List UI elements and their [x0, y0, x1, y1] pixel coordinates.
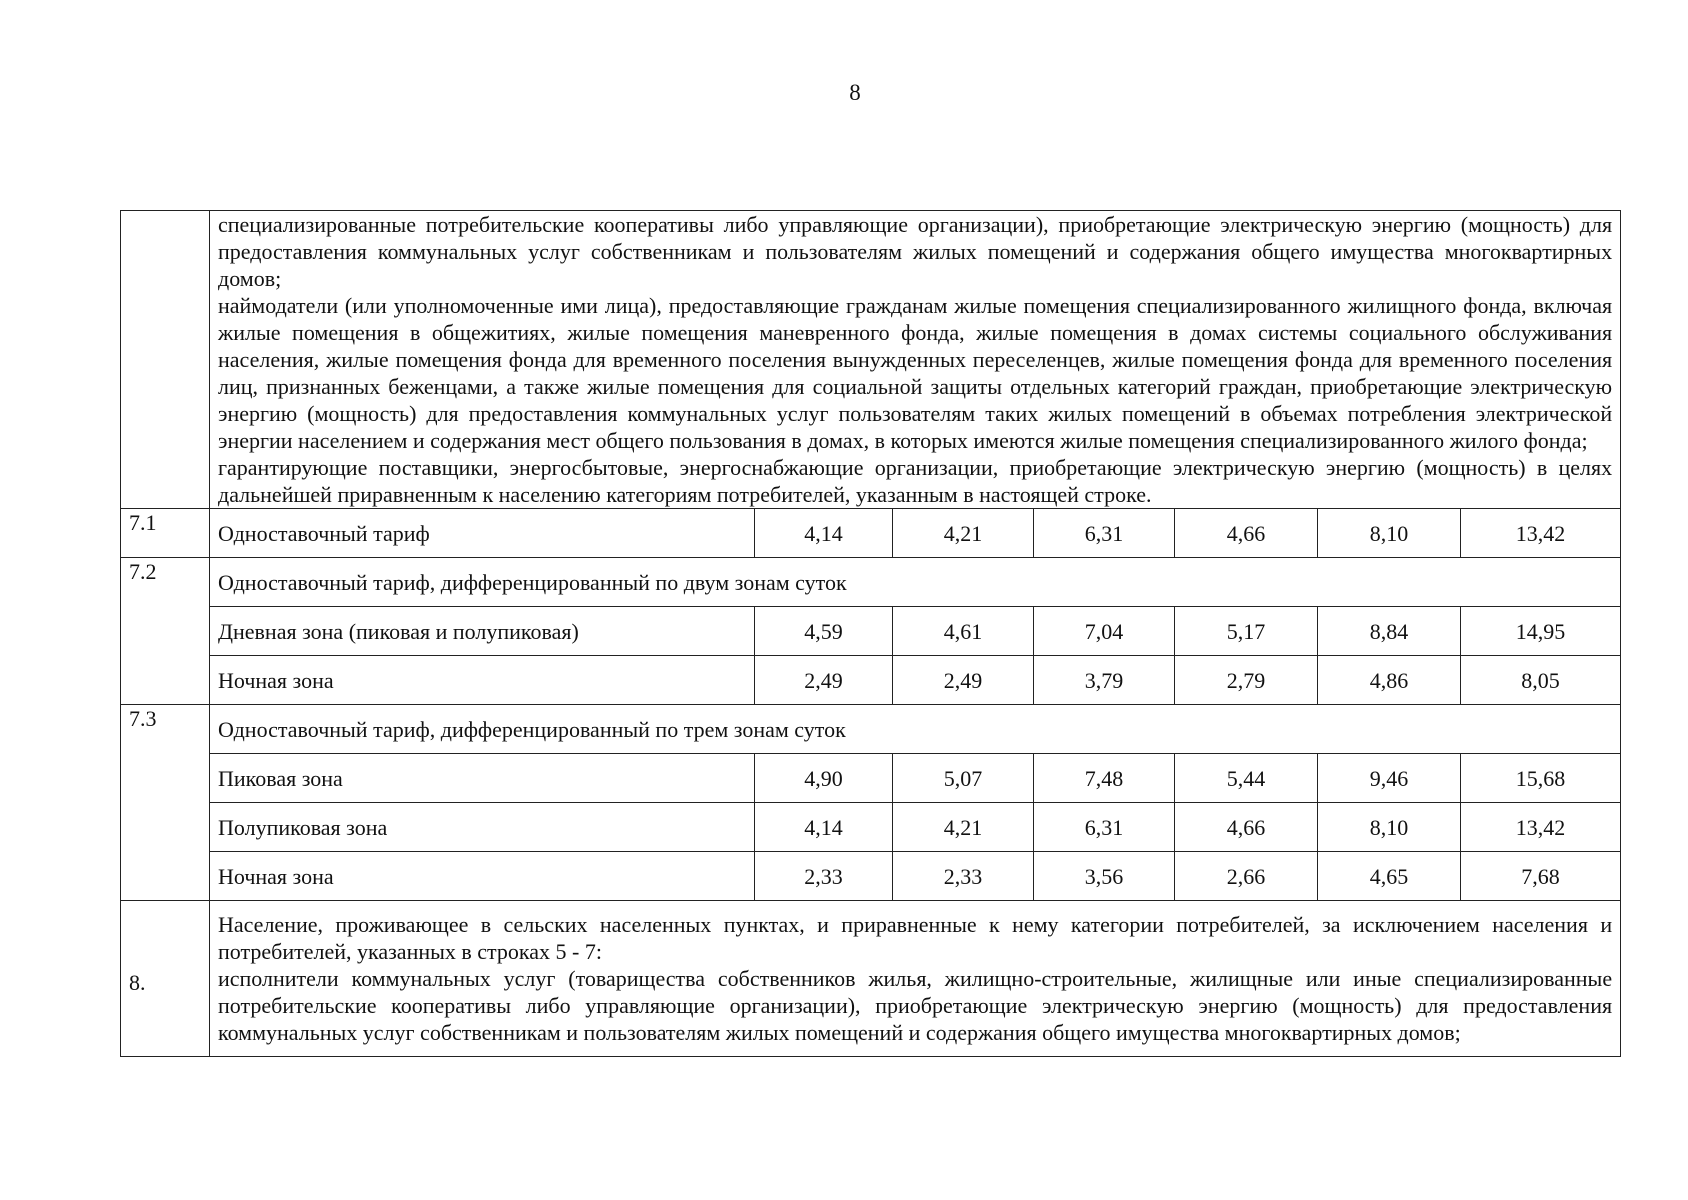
zone-label: Ночная зона — [210, 656, 755, 705]
table-row-7-3-zone — [121, 754, 1621, 803]
zone-label: Ночная зона — [210, 852, 755, 901]
value-cell: 7,68 — [1461, 852, 1621, 901]
paragraph: Население, проживающее в сельских населенных пунктах, и приравненные к нему категории потребителей, за исключением населения и потребителей, указанных в строках 5 - 7: — [218, 912, 1613, 964]
value-cell: 5,07 — [893, 754, 1034, 803]
value-cell: 4,66 — [1175, 509, 1318, 558]
value-cell: 4,59 — [755, 607, 893, 656]
zone-label: Пиковая зона — [210, 754, 755, 803]
value-cell: 7,48 — [1034, 754, 1175, 803]
value-cell: 6,31 — [1034, 509, 1175, 558]
paragraph: исполнители коммунальных услуг (товарищества собственников жилья, жилищно-строительные, жилищные или иные специализированные потребительские кооперативы либо управляющие организации), приобретающие электрическую энергию (мощность) для предоставления коммунальных услуг собственникам и пользователям жилых помещений и содержания общего имущества многоквартирных домов; — [218, 966, 1613, 1045]
value-cell: 13,42 — [1461, 803, 1621, 852]
table-row-7-3-zone — [121, 852, 1621, 901]
value-cell: 8,10 — [1318, 803, 1461, 852]
table-row-7-2-zone — [121, 607, 1621, 656]
zone-label: Полупиковая зона — [210, 803, 755, 852]
table-row-continuation — [121, 211, 1621, 509]
value-cell: 4,14 — [755, 803, 893, 852]
value-cell: 4,86 — [1318, 656, 1461, 705]
paragraph: специализированные потребительские кооперативы либо управляющие организации), приобретающие электрическую энергию (мощность) для предоставления коммунальных услуг собственникам и пользователям жилых помещений и содержания общего имущества многоквартирных домов; — [218, 212, 1613, 291]
value-cell: 5,17 — [1175, 607, 1318, 656]
value-cell: 4,14 — [755, 509, 893, 558]
row-label: Одноставочный тариф — [210, 509, 755, 558]
row-number: 7.2 — [121, 558, 210, 705]
row-number-cell — [121, 211, 210, 509]
value-cell: 4,90 — [755, 754, 893, 803]
row-title: Одноставочный тариф, дифференцированный по трем зонам суток — [210, 705, 1621, 754]
value-cell: 7,04 — [1034, 607, 1175, 656]
table-row-7-1 — [121, 509, 1621, 558]
value-cell: 4,61 — [893, 607, 1034, 656]
table-row-7-2 — [121, 558, 1621, 607]
row-title: Одноставочный тариф, дифференцированный по двум зонам суток — [210, 558, 1621, 607]
zone-label: Дневная зона (пиковая и полупиковая) — [210, 607, 755, 656]
table-row-8 — [121, 901, 1621, 1057]
table-row-7-3-zone — [121, 803, 1621, 852]
table-row-7-2-zone — [121, 656, 1621, 705]
paragraph: гарантирующие поставщики, энергосбытовые, энергоснабжающие организации, приобретающие электрическую энергию (мощность) в целях дальнейшей приравненным к населению категориям потребителей, указанным в настоящей строке. — [218, 455, 1613, 507]
tariff-table — [120, 210, 1621, 1057]
value-cell: 4,66 — [1175, 803, 1318, 852]
value-cell: 13,42 — [1461, 509, 1621, 558]
continuation-text-cell — [210, 211, 1621, 509]
row-number: 7.3 — [121, 705, 210, 901]
table-row-7-3 — [121, 705, 1621, 754]
value-cell: 15,68 — [1461, 754, 1621, 803]
value-cell: 3,56 — [1034, 852, 1175, 901]
value-cell: 2,49 — [755, 656, 893, 705]
value-cell: 5,44 — [1175, 754, 1318, 803]
value-cell: 8,10 — [1318, 509, 1461, 558]
value-cell: 14,95 — [1461, 607, 1621, 656]
value-cell: 9,46 — [1318, 754, 1461, 803]
page-number: 8 — [849, 80, 861, 105]
row-number: 7.1 — [121, 509, 210, 558]
value-cell: 2,66 — [1175, 852, 1318, 901]
value-cell: 4,21 — [893, 803, 1034, 852]
value-cell: 3,79 — [1034, 656, 1175, 705]
value-cell: 2,33 — [755, 852, 893, 901]
row-number: 8. — [121, 901, 210, 1057]
value-cell: 8,84 — [1318, 607, 1461, 656]
value-cell: 4,21 — [893, 509, 1034, 558]
paragraph: наймодатели (или уполномоченные ими лица), предоставляющие гражданам жилые помещения специализированного жилищного фонда, включая жилые помещения в общежитиях, жилые помещения маневренного фонда, жилые помещения в домах системы социального обслуживания населения, жилые помещения фонда для временного поселения вынужденных переселенцев, жилые помещения фонда для временного поселения лиц, признанных беженцами, а также жилые помещения для социальной защиты отдельных категорий граждан, приобретающие электрическую энергию (мощность) для предоставления коммунальных услуг пользователям таких жилых помещений в объемах потребления электрической энергии населением и содержания мест общего пользования в домах, в которых имеются жилые помещения специализированного жилого фонда; — [218, 293, 1613, 453]
value-cell: 2,49 — [893, 656, 1034, 705]
value-cell: 8,05 — [1461, 656, 1621, 705]
value-cell: 2,33 — [893, 852, 1034, 901]
value-cell: 6,31 — [1034, 803, 1175, 852]
value-cell: 4,65 — [1318, 852, 1461, 901]
value-cell: 2,79 — [1175, 656, 1318, 705]
row-8-text-cell — [210, 901, 1621, 1057]
